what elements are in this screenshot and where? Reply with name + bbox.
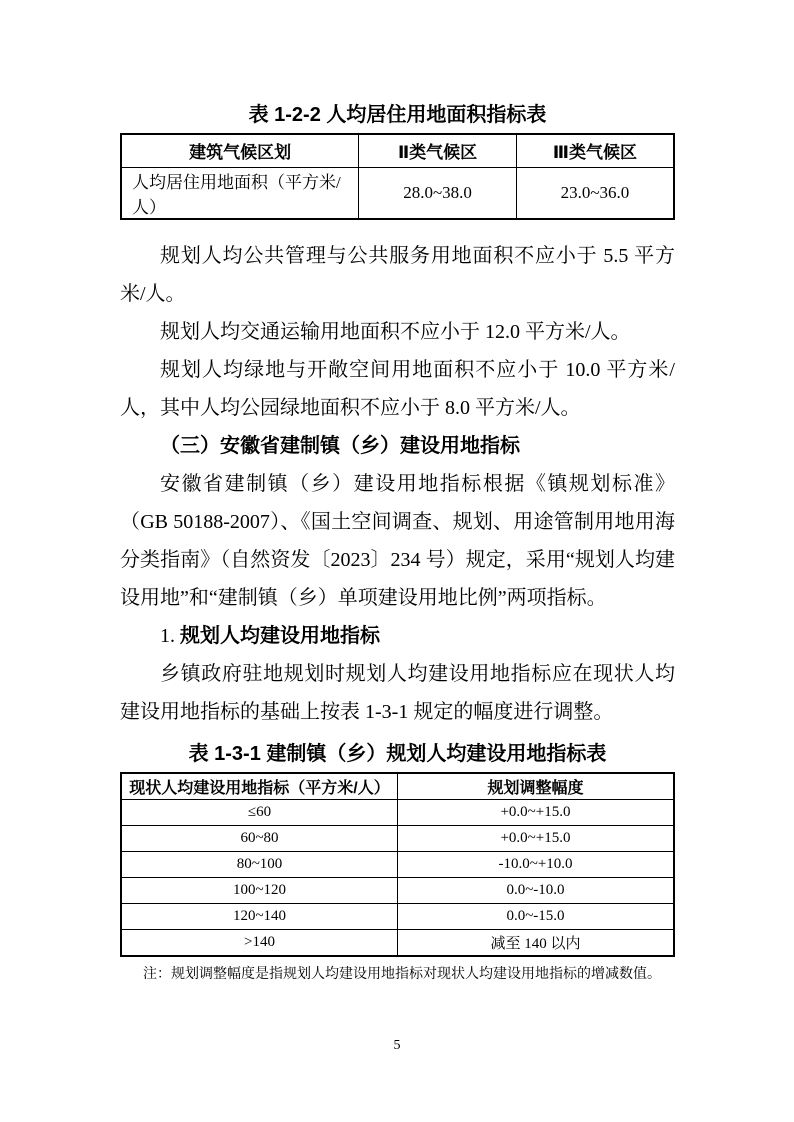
- table-row: [121, 904, 674, 930]
- table-131-cell-adjustment-2: +0.0~+15.0: [398, 826, 675, 852]
- table-row: [121, 826, 674, 852]
- table-122: [120, 133, 675, 220]
- table-row: [121, 878, 674, 904]
- table-131-cell-range-3: 80~100: [121, 852, 398, 878]
- table-122-header-climate-zoning: 建筑气候区划: [121, 134, 359, 167]
- table-122-header-zone-3: Ⅲ类气候区: [516, 134, 674, 167]
- table-122-header-zone-2: Ⅱ类气候区: [359, 134, 517, 167]
- table-131-cell-adjustment-6: 减至 140 以内: [398, 930, 675, 956]
- paragraph-public-service: 规划人均公共管理与公共服务用地面积不应小于 5.5 平方米/人。: [120, 244, 675, 305]
- table-131: [120, 772, 675, 957]
- page-number: 5: [393, 1038, 401, 1053]
- table-row: [121, 852, 674, 878]
- table-131-cell-adjustment-4: 0.0~-10.0: [398, 878, 675, 904]
- table-row: [121, 800, 674, 826]
- subsection-number: 1.: [160, 624, 180, 647]
- paragraph-anhui-basis: 安徽省建制镇（乡）建设用地指标根据《镇规划标准》（GB 50188-2007）、《国土空间调查、规划、用途管制用地用海分类指南》（自然资发〔2023〕234 号）规定，采用“规划人均建设用地”和“建制镇（乡）单项建设用地比例”两项指标。: [120, 472, 675, 609]
- table-131-caption: 表 1-3-1 建制镇（乡）规划人均建设用地指标表: [188, 742, 607, 765]
- subsection-heading-per-capita: [120, 617, 675, 655]
- table-131-cell-range-6: >140: [121, 930, 398, 956]
- table-131-header-current-indicator: 现状人均建设用地指标（平方米/人）: [121, 773, 398, 800]
- table-131-cell-range-2: 60~80: [121, 826, 398, 852]
- table-122-cell-indicator: 人均居住用地面积（平方米/人）: [121, 167, 359, 219]
- table-131-cell-adjustment-5: 0.0~-15.0: [398, 904, 675, 930]
- paragraph-green-space: 规划人均绿地与开敞空间用地面积不应小于 10.0 平方米/人，其中人均公园绿地面积不应小于 8.0 平方米/人。: [120, 358, 675, 419]
- table-131-header-adjustment-range: 规划调整幅度: [398, 773, 675, 800]
- table-131-note: 注：规划调整幅度是指规划人均建设用地指标对现状人均建设用地指标的增减数值。: [143, 966, 661, 982]
- table-row: [121, 167, 674, 219]
- table-131-cell-range-5: 120~140: [121, 904, 398, 930]
- table-122-cell-zone-3-value: 23.0~36.0: [516, 167, 674, 219]
- table-131-cell-range-4: 100~120: [121, 878, 398, 904]
- paragraph-transport: 规划人均交通运输用地面积不应小于 12.0 平方米/人。: [160, 320, 631, 343]
- table-131-cell-adjustment-3: -10.0~+10.0: [398, 852, 675, 878]
- table-122-caption: 表 1-2-2 人均居住用地面积指标表: [248, 104, 547, 126]
- table-131-cell-adjustment-1: +0.0~+15.0: [398, 800, 675, 826]
- subsection-title: 规划人均建设用地指标: [180, 624, 380, 647]
- paragraph-township-adjustment: 乡镇政府驻地规划时规划人均建设用地指标应在现状人均建设用地指标的基础上按表 1-3-1 规定的幅度进行调整。: [120, 662, 675, 723]
- table-row: [121, 930, 674, 956]
- section-heading-anhui: （三）安徽省建制镇（乡）建设用地指标: [160, 434, 520, 457]
- table-122-cell-zone-2-value: 28.0~38.0: [359, 167, 517, 219]
- table-131-cell-range-1: ≤60: [121, 800, 398, 826]
- table-131-header-row: [121, 773, 674, 800]
- table-122-header-row: [121, 134, 674, 167]
